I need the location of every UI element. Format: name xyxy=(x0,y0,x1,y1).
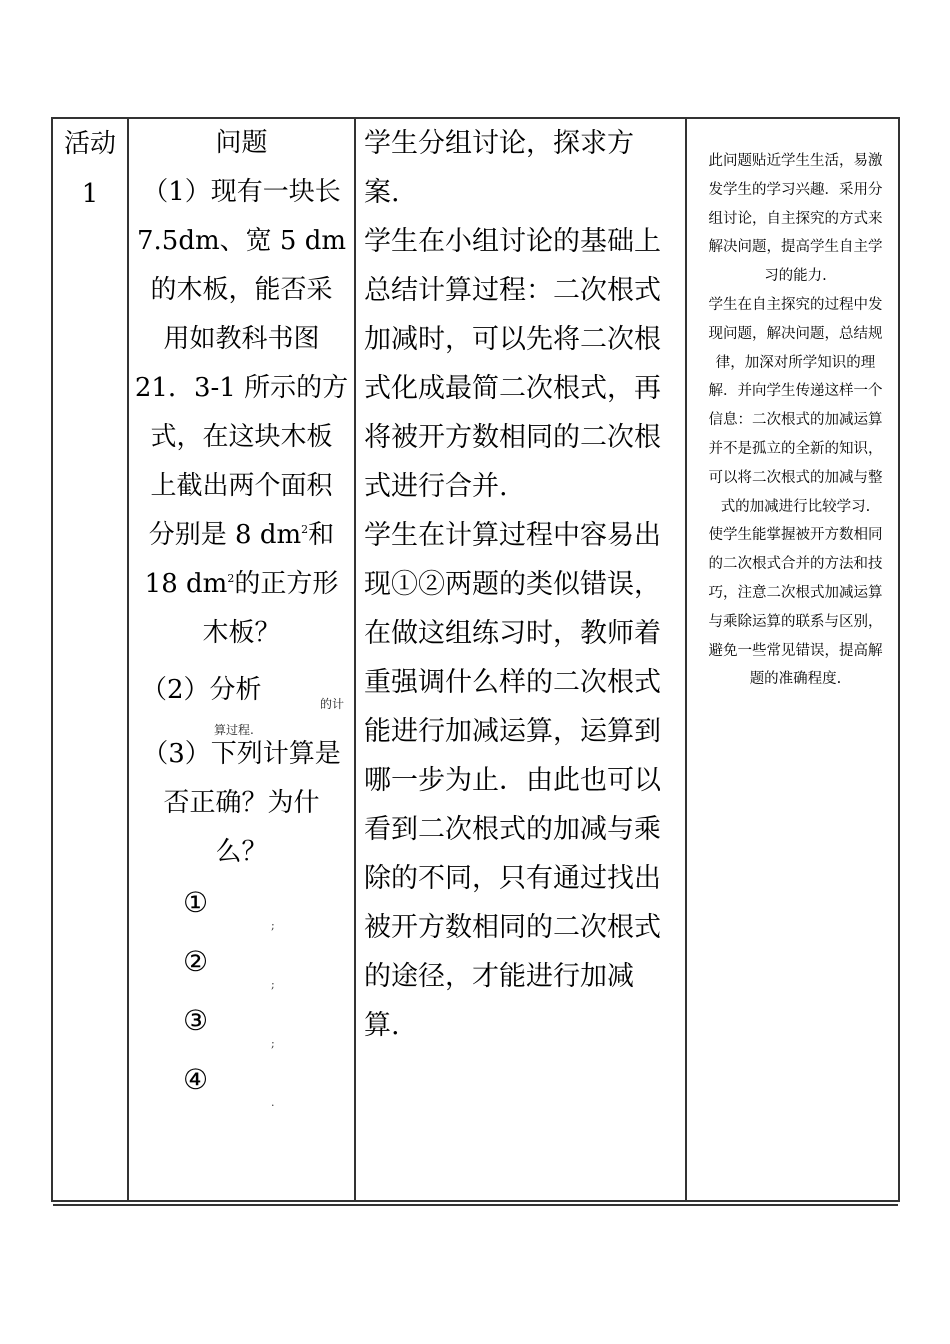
calc-item: ④ . xyxy=(183,1063,275,1109)
calc-item: ① ; xyxy=(183,886,275,932)
activity-number: 1 xyxy=(81,179,99,209)
question-3: （3）下列计算是 否正确？为什 么？ xyxy=(142,739,341,867)
questions-header: 问题 xyxy=(215,128,268,158)
design-notes-column: 此问题贴近学生生活，易激 发学生的学习兴趣．采用分 组讨论，自主探究的方式来 解决问题，提高学生自主学 习的能力. 学生在自主探究的过程中发 现问题，解决问题，总结规 律，加深对所学知识的理 解．并向学生传递这样一个 信息：二次根式的加减运算 并不是孤立的全新的知识， 可以将二次根式的加减与整 式的加减进行比较学习. 使学生能掌握被开方数相同 的二次根式合并的方法和技 巧，注意二次根式加减运算 与乘除运算的联系与区别， 避免一些常见错误，提高解 题的准确程度. xyxy=(708,153,883,688)
calc-item: ② ; xyxy=(183,945,275,991)
activity-column xyxy=(53,119,127,1200)
question-1: （1）现有一块长 7.5dm、宽 5 dm 的木板，能否采 用如教科书图 21．3-1 所示的方 式，在这块木板 上截出两个面积 分别是 8 $dm^2$和 18 $dm^2$的正方形 木板？ xyxy=(134,177,349,648)
student-activity-column: 学生分组讨论，探求方 案. 学生在小组讨论的基础上 总结计算过程：二次根式 加减时，可以先将二次根 式化成最简二次根式，再 将被开方数相同的二次根 式进行合并. 学生在计算过程中容易出 现①②两题的类似错误， 在做这组练习时，教师着 重强调什么样的二次根式 能进行加减运算，运算到 哪一步为止．由此也可以 看到二次根式的加减与乘 除的不同，只有通过找出 被开方数相同的二次根式 的途径，才能进行加减 算. xyxy=(364,128,661,1041)
table-bottom-border xyxy=(53,1204,898,1206)
activity-label: 活动 xyxy=(63,129,116,159)
calc-item: ③ ; xyxy=(183,1004,275,1050)
lesson-table xyxy=(51,117,900,1202)
question-2: （2）分析 的计 算过程. xyxy=(141,675,345,737)
questions-column xyxy=(129,119,354,1200)
